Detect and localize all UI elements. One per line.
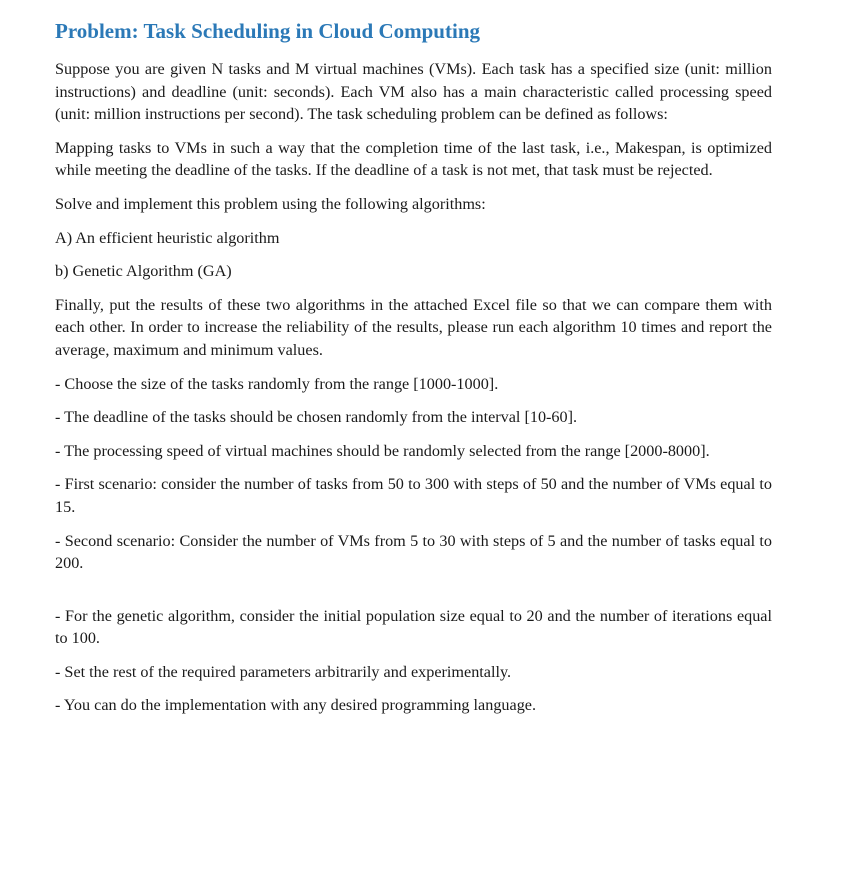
task-size-item: - Choose the size of the tasks randomly from the range [1000-1000]. (55, 374, 499, 393)
scenario-one-item: - First scenario: consider the number of tasks from 50 to 300 with steps of 50 and the number of VMs equal to 15. (55, 475, 772, 516)
solve-paragraph: Solve and implement this problem using the following algorithms: (55, 194, 486, 213)
speed-item: - The processing speed of virtual machines should be randomly selected from the range [2000-8000]. (55, 441, 710, 460)
algorithm-b: b) Genetic Algorithm (GA) (55, 262, 232, 281)
rest-params-item: - Set the rest of the required parameters arbitrarily and experimentally. (55, 662, 512, 681)
algorithm-a: A) An efficient heuristic algorithm (55, 228, 280, 247)
scenario-two-item: - Second scenario: Consider the number of VMs from 5 to 30 with steps of 5 and the number of tasks equal to 200. (55, 531, 772, 573)
intro-paragraph: Suppose you are given N tasks and M virtual machines (VMs). Each task has a specified size (unit: million instructions) and deadline (unit: seconds). Each VM also has a main characteristic called processing speed (unit: million instructions per second). The task scheduling problem can be defined as follows: (55, 60, 772, 124)
ga-params-item: - For the genetic algorithm, consider the initial population size equal to 20 and the number of iterations equal to 100. (55, 606, 772, 648)
page-title: Problem: Task Scheduling in Cloud Computing (55, 19, 480, 43)
mapping-paragraph: Mapping tasks to VMs in such a way that the completion time of the last task, i.e., Makespan, is optimized while meeting the deadline of the tasks. If the deadline of a task is not met, that task must be rejected. (55, 138, 772, 180)
deadline-item: - The deadline of the tasks should be chosen randomly from the interval [10-60]. (55, 408, 578, 427)
finally-paragraph: Finally, put the results of these two algorithms in the attached Excel file so that we can compare them with each other. In order to increase the reliability of the results, please run each algorithm 10 times and report the average, maximum and minimum values. (55, 295, 772, 359)
language-item: - You can do the implementation with any desired programming language. (55, 696, 537, 715)
